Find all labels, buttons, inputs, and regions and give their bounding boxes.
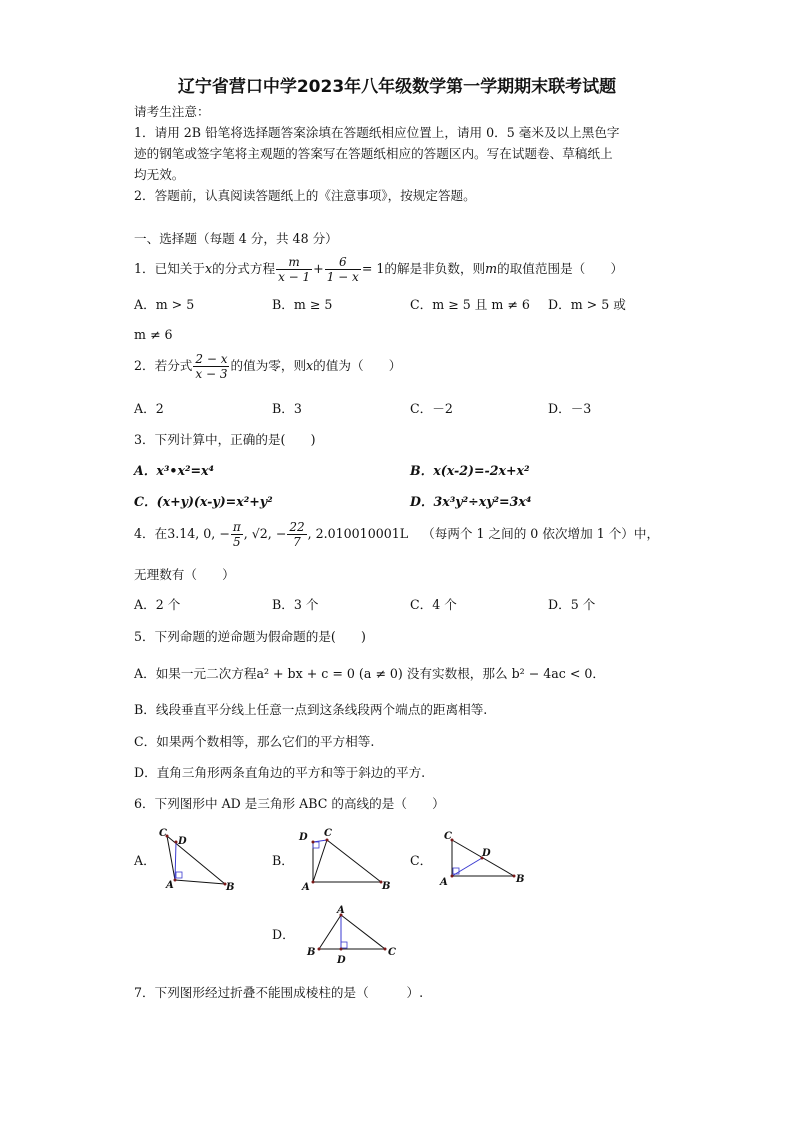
q1-option-a[interactable]: A．m > 5	[134, 297, 195, 312]
fig-d-label-c: C	[388, 947, 396, 958]
q6-figure-d[interactable]	[305, 903, 405, 967]
q1-equals: = 1	[361, 261, 385, 276]
q5-option-b[interactable]: B．线段垂直平分线上任意一点到这条线段两个端点的距离相等.	[134, 702, 488, 717]
q2-option-a[interactable]: A．2	[134, 401, 164, 416]
notice-line-2: 2．答题前，认真阅读答题纸上的《注意事项》，按规定答题。	[134, 188, 476, 203]
fig-b-label-d: D	[299, 832, 308, 843]
fig-d-label-a: A	[337, 905, 345, 916]
q6-option-d-label[interactable]: D．	[272, 927, 295, 942]
q3-option-c[interactable]: C．(x+y)(x-y)=x²+y²	[134, 494, 273, 509]
notice-line-1c: 均无效。	[134, 167, 185, 182]
q6-figure-c[interactable]	[434, 826, 534, 892]
question-2-stem: 2．若分式 $\frac{2 - x}{x - 3}$ 的值为零，则x的值为（ ）	[134, 352, 402, 381]
fig-a-label-a: A	[166, 880, 174, 891]
q1-plus: +	[313, 261, 324, 276]
q1-option-b[interactable]: B．m ≥ 5	[272, 297, 333, 312]
q3-option-d[interactable]: D．3x³y²÷xy²=3x⁴	[410, 494, 532, 509]
q5-option-d[interactable]: D．直角三角形两条直角边的平方和等于斜边的平方.	[134, 765, 426, 780]
q6-option-c-label[interactable]: C．	[410, 853, 433, 868]
q6-figure-b[interactable]	[293, 822, 393, 894]
question-3-stem: 3．下列计算中，正确的是( )	[134, 432, 316, 447]
notice-line-1a: 1．请用 2B 铅笔将选择题答案涂填在答题纸相应位置上，请用 0．5 毫米及以上黑色字	[134, 125, 620, 140]
q1-var-m: m	[485, 261, 498, 276]
fig-a-label-c: C	[159, 828, 167, 839]
q2-option-b[interactable]: B．3	[272, 401, 302, 416]
question-5-stem: 5．下列命题的逆命题为假命题的是( )	[134, 629, 366, 644]
q1-mid: 的分式方程	[212, 261, 276, 276]
q6-option-a-label[interactable]: A．	[134, 853, 156, 868]
notice-heading: 请考生注意：	[134, 104, 210, 119]
fig-b-label-b: B	[382, 881, 391, 892]
q4-option-a[interactable]: A．2 个	[134, 597, 181, 612]
fig-b-label-c: C	[324, 828, 332, 839]
section-heading: 一、选择题（每题 4 分，共 48 分）	[134, 231, 338, 246]
fig-c-label-c: C	[444, 831, 452, 842]
q1-post2: 的取值范围是（ ）	[497, 261, 624, 276]
q1-option-d[interactable]: D．m > 5 或	[548, 297, 626, 312]
q4-option-b[interactable]: B．3 个	[272, 597, 319, 612]
q4-pi-fraction: $\frac{\pi}{5}$	[232, 520, 241, 549]
q1-fraction-1: $\frac{m}{x - 1}$	[278, 255, 311, 284]
q1-pre: 1．已知关于	[134, 261, 205, 276]
q5-option-a[interactable]: A．如果一元二次方程a² + bx + c = 0 (a ≠ 0) 没有实数根，那么 b² − 4ac < 0．	[134, 666, 605, 681]
question-7-stem: 7．下列图形经过折叠不能围成棱柱的是（ ）.	[134, 985, 424, 1000]
q2-option-d[interactable]: D．－3	[548, 401, 592, 416]
page-title: 辽宁省营口中学2023年八年级数学第一学期期末联考试题	[177, 77, 617, 97]
question-1-stem	[134, 255, 623, 284]
fig-d-label-b: B	[307, 947, 316, 958]
q3-option-b[interactable]: B．x(x-2)=-2x+x²	[410, 463, 530, 478]
q2-fraction: $\frac{2 - x}{x - 3}$	[195, 352, 228, 381]
q3-option-a[interactable]: A．x³•x²=x⁴	[134, 463, 215, 478]
q1-option-c[interactable]: C．m ≥ 5 且 m ≠ 6	[410, 297, 530, 312]
q1-var-x: x	[204, 261, 213, 276]
q5-option-c[interactable]: C．如果两个数相等，那么它们的平方相等.	[134, 734, 375, 749]
q4-22-7-fraction: $\frac{22}{7}$	[289, 520, 305, 549]
fig-b-label-a: A	[302, 882, 310, 893]
q4-option-d[interactable]: D．5 个	[548, 597, 596, 612]
fig-c-label-b: B	[516, 874, 525, 885]
fig-c-label-a: A	[440, 877, 448, 888]
fig-d-label-d: D	[337, 955, 346, 966]
q6-option-b-label[interactable]: B．	[272, 853, 294, 868]
q1-option-d-cont: m ≠ 6	[134, 327, 173, 342]
fig-a-label-d: D	[178, 836, 187, 847]
q2-option-c[interactable]: C．－2	[410, 401, 453, 416]
question-4-stem: 4．在3.14, 0, − $\frac{\pi}{5}$ , √2, − $\frac{22}{7}$ , 2.010010001L （每两个 1 之间的 0 依次增加 1 个）中，	[134, 520, 660, 549]
fig-c-label-d: D	[482, 848, 491, 859]
q4-stem-line-2: 无理数有（ ）	[134, 567, 235, 582]
q1-fraction-2: $\frac{6}{1 - x}$	[326, 255, 359, 284]
fig-a-label-b: B	[226, 882, 235, 892]
q1-post: 的解是非负数，则	[384, 261, 486, 276]
question-6-stem: 6．下列图形中 AD 是三角形 ABC 的高线的是（ ）	[134, 796, 445, 811]
q6-figure-a[interactable]	[155, 826, 235, 892]
notice-line-1b: 迹的钢笔或签字笔将主观题的答案写在答题纸相应的答题区内。写在试题卷、草稿纸上	[134, 146, 613, 161]
q4-option-c[interactable]: C．4 个	[410, 597, 457, 612]
